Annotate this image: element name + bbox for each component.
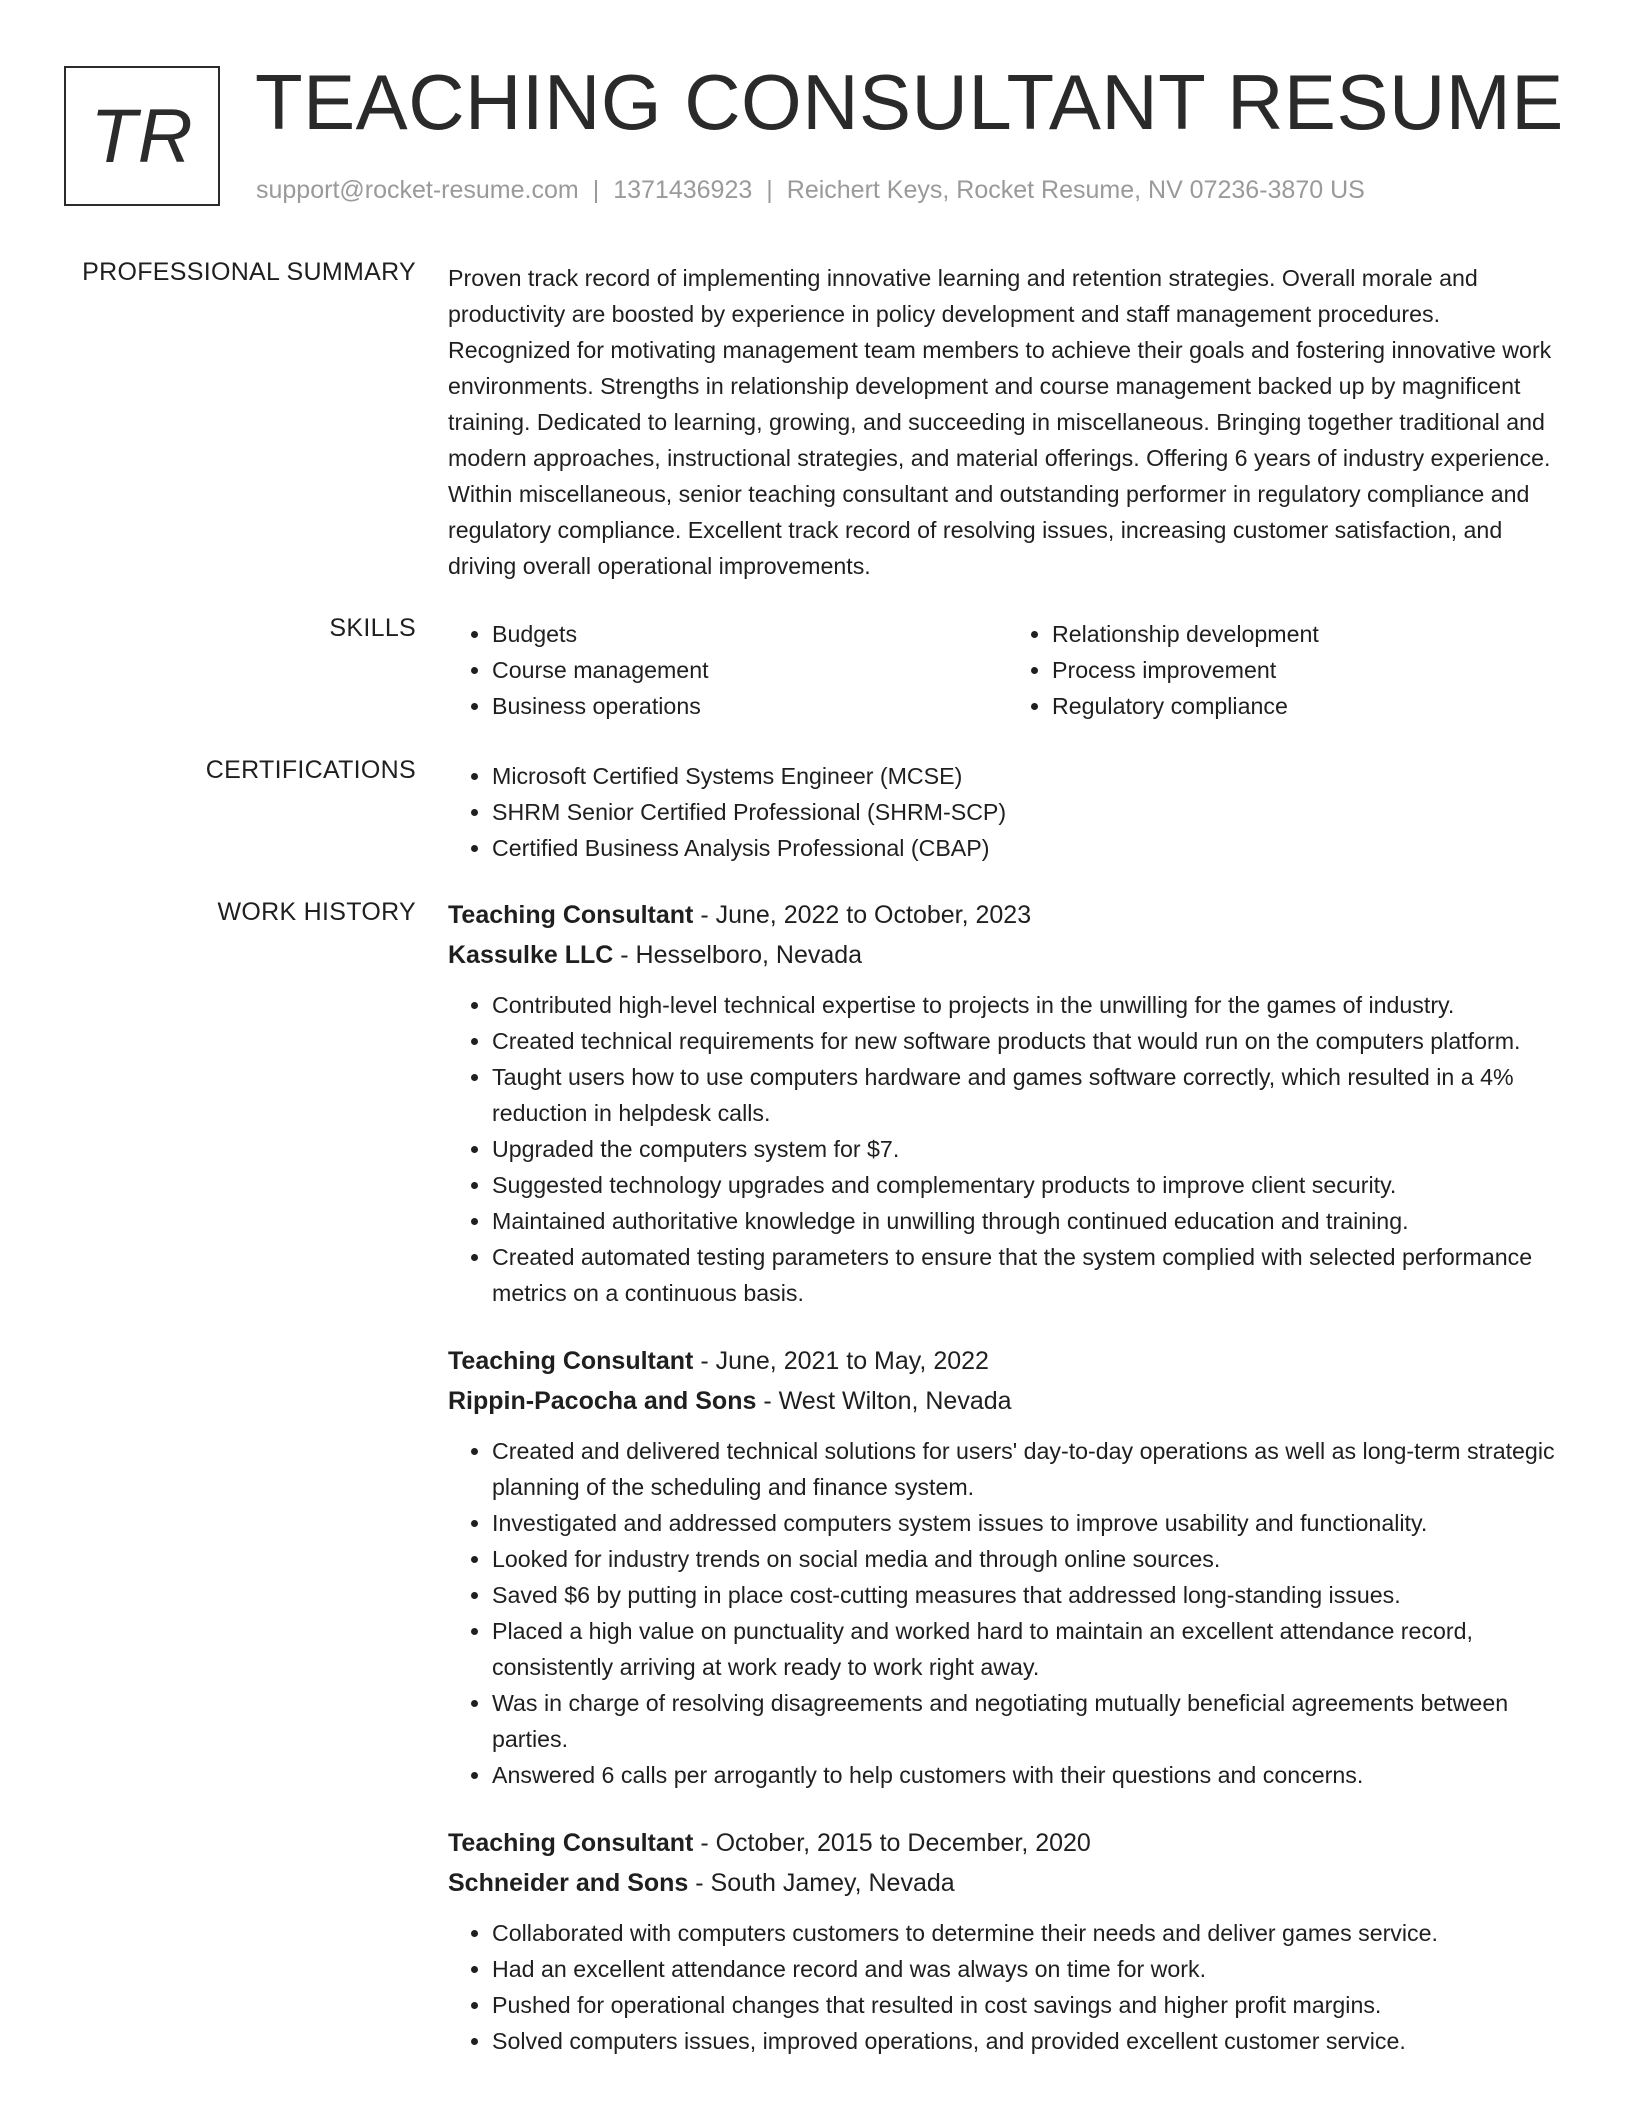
job-company-line <box>448 1863 1568 1903</box>
resume-title: TEACHING CONSULTANT RESUME <box>255 58 1564 146</box>
job-company: Kassulke LLC <box>448 941 614 969</box>
contact-line <box>256 176 1365 205</box>
section-label-skills: SKILLS <box>329 614 416 642</box>
monogram-initials: TR <box>90 93 194 179</box>
list-item: • Course management <box>492 652 1008 688</box>
section-label-work-history: WORK HISTORY <box>217 898 416 926</box>
list-item: • Contributed high-level technical expertise to projects in the unwilling for the games of industry. <box>492 987 1568 1023</box>
job-bullets <box>448 987 1568 1311</box>
list-item: • Had an excellent attendance record and was always on time for work. <box>492 1951 1568 1987</box>
list-item: • Process improvement <box>1052 652 1568 688</box>
job-location: - Hesselboro, Nevada <box>613 941 863 969</box>
contact-phone: 1371436923 <box>613 176 753 204</box>
job-title: Teaching Consultant <box>448 901 694 929</box>
job-company-line <box>448 935 1568 975</box>
contact-email: support@rocket-resume.com <box>256 176 579 204</box>
job-entry <box>448 1341 1568 1793</box>
list-item: • Investigated and addressed computers system issues to improve usability and functionality. <box>492 1505 1568 1541</box>
list-item: • Collaborated with computers customers to determine their needs and deliver games service. <box>492 1915 1568 1951</box>
list-item: • Microsoft Certified Systems Engineer (MCSE) <box>492 758 1568 794</box>
summary-text: Proven track record of implementing innovative learning and retention strategies. Overall morale and productivity are boosted by experience in policy development and staff management procedures. Recognized for motivating management team members to achieve their goals and fostering innovative work environments. Strengths in relationship development and course management backed up by magnificent training. Dedicated to learning, growing, and succeeding in miscellaneous. Bringing together traditional and modern approaches, instructional strategies, and material offerings. Offering 6 years of industry experience. Within miscellaneous, senior teaching consultant and outstanding performer in regulatory compliance and regulatory compliance. Excellent track record of resolving issues, increasing customer satisfaction, and driving overall operational improvements. <box>448 265 1552 579</box>
job-company: Rippin-Pacocha and Sons <box>448 1387 757 1415</box>
skills-list-left <box>448 616 1008 724</box>
list-item: • Relationship development <box>1052 616 1568 652</box>
job-location: - West Wilton, Nevada <box>756 1387 1012 1415</box>
contact-separator: | <box>766 176 773 204</box>
job-dates: - October, 2015 to December, 2020 <box>693 1829 1091 1857</box>
list-item: • Created automated testing parameters to ensure that the system complied with selected performance metrics on a continuous basis. <box>492 1239 1568 1311</box>
job-dates: - June, 2021 to May, 2022 <box>693 1347 989 1375</box>
list-item: • Certified Business Analysis Professional (CBAP) <box>492 830 1568 866</box>
list-item: • Answered 6 calls per arrogantly to help customers with their questions and concerns. <box>492 1757 1568 1793</box>
certifications-list <box>448 758 1568 866</box>
job-company-line <box>448 1381 1568 1421</box>
list-item: • Pushed for operational changes that resulted in cost savings and higher profit margins. <box>492 1987 1568 2023</box>
job-title-line <box>448 1823 1568 1863</box>
monogram-box <box>64 66 220 206</box>
job-bullets <box>448 1433 1568 1793</box>
work-history-body <box>448 895 1568 2089</box>
list-item: • Upgraded the computers system for $7. <box>492 1131 1568 1167</box>
skills-grid <box>448 616 1568 724</box>
job-title: Teaching Consultant <box>448 1829 694 1857</box>
list-item: • SHRM Senior Certified Professional (SHRM-SCP) <box>492 794 1568 830</box>
job-title-line <box>448 895 1568 935</box>
job-location: - South Jamey, Nevada <box>688 1869 955 1897</box>
contact-separator: | <box>592 176 600 204</box>
list-item: • Budgets <box>492 616 1008 652</box>
section-label-summary: PROFESSIONAL SUMMARY <box>82 258 416 286</box>
list-item: • Placed a high value on punctuality and worked hard to maintain an excellent attendance record, consistently arriving at work ready to work right away. <box>492 1613 1568 1685</box>
contact-address: Reichert Keys, Rocket Resume, NV 07236-3870 US <box>786 176 1365 204</box>
list-item: • Created and delivered technical solutions for users' day-to-day operations as well as long-term strategic planning of the scheduling and finance system. <box>492 1433 1568 1505</box>
job-dates: - June, 2022 to October, 2023 <box>693 901 1032 929</box>
list-item: • Created technical requirements for new software products that would run on the computers platform. <box>492 1023 1568 1059</box>
list-item: • Business operations <box>492 688 1008 724</box>
list-item: • Solved computers issues, improved operations, and provided excellent customer service. <box>492 2023 1568 2059</box>
skills-list-right <box>1008 616 1568 724</box>
job-entry <box>448 1823 1568 2059</box>
summary-body <box>448 260 1568 584</box>
list-item: • Regulatory compliance <box>1052 688 1568 724</box>
certifications-body <box>448 758 1568 866</box>
list-item: • Maintained authoritative knowledge in unwilling through continued education and training. <box>492 1203 1568 1239</box>
list-item: • Was in charge of resolving disagreements and negotiating mutually beneficial agreements between parties. <box>492 1685 1568 1757</box>
job-entry <box>448 895 1568 1311</box>
job-title-line <box>448 1341 1568 1381</box>
job-company: Schneider and Sons <box>448 1869 689 1897</box>
list-item: • Taught users how to use computers hardware and games software correctly, which resulted in a 4% reduction in helpdesk calls. <box>492 1059 1568 1131</box>
list-item: • Suggested technology upgrades and complementary products to improve client security. <box>492 1167 1568 1203</box>
list-item: • Looked for industry trends on social media and through online sources. <box>492 1541 1568 1577</box>
list-item: • Saved $6 by putting in place cost-cutting measures that addressed long-standing issues. <box>492 1577 1568 1613</box>
section-label-certifications: CERTIFICATIONS <box>205 756 416 784</box>
skills-body <box>448 616 1568 724</box>
job-bullets <box>448 1915 1568 2059</box>
job-title: Teaching Consultant <box>448 1347 694 1375</box>
